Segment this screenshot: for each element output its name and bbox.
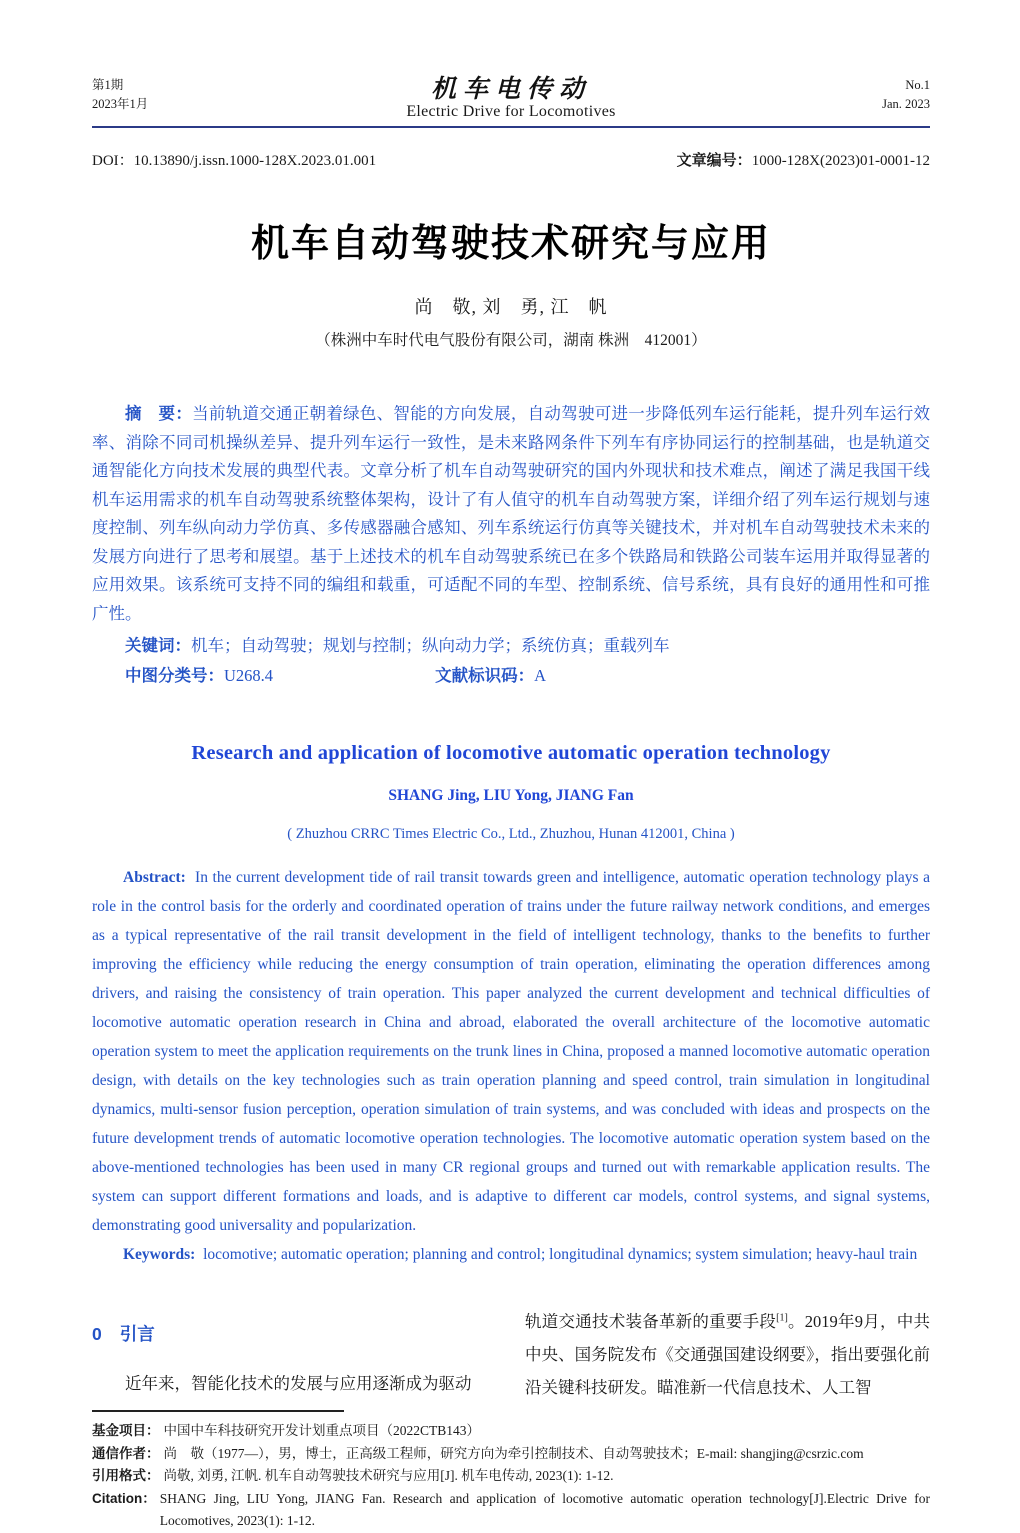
abstract-label-cn: 摘 要：	[125, 405, 193, 423]
footnote-citation-en-text: SHANG Jing, LIU Yong, JIANG Fan. Research and application of locomotive automatic operation technology[J].Electric Drive for Locomotives, 2023(1): 1-12.	[159, 1490, 930, 1528]
clc-label: 中图分类号：	[125, 666, 224, 685]
keywords-text-cn: 机车；自动驾驶；规划与控制；纵向动力学；系统仿真；重载列车	[191, 636, 670, 655]
intro-paragraph-right	[525, 1305, 930, 1404]
keywords-cn	[92, 632, 930, 661]
abstract-text-en: In the current development tide of rail transit towards green and intelligence, automatic operation technology plays a role in the control basis for the orderly and coordinated operation of trains under the future railway network conditions, and emerges as a typical representative of the rail transit development in the field of intelligent technology, thanks to the benefits to further improving the efficiency while reducing the energy consumption of train operation, eliminating the operation differences among drivers, and raising the consistency of train operation. This paper analyzed the current development and technical difficulties of locomotive automatic operation research in China and abroad, elaborated the overall architecture of the locomotive automatic operation system to meet the application requirements on the trunk lines in China, proposed a manned locomotive automatic operation design, with details on the key technologies such as train operation planning and speed control, train simulation in longitudinal dynamics, multi-sensor fusion perception, operation simulation of train systems, and was concluded with ideas and prospects on the future development trends of automatic locomotive operation technologies. The locomotive automatic operation system based on the above-mentioned technologies has been used in many CR regional groups and turned out with remarkable application results. The system can support different formations and loads, and is adaptive to different car models, control systems, and signal systems, demonstrating good universality and popularization.	[92, 869, 931, 1234]
doi-value: 10.13890/j.issn.1000-128X.2023.01.001	[133, 153, 377, 169]
keywords-text-en: locomotive; automatic operation; planning and control; longitudinal dynamics; system simulation; heavy-haul train	[203, 1246, 918, 1263]
issue-date-en: Jan. 2023	[882, 97, 930, 112]
abstract-cn	[92, 400, 930, 628]
header-center	[222, 76, 800, 121]
journal-logo: 机车电传动	[430, 74, 591, 103]
footnote-citation-en	[92, 1488, 930, 1533]
meta-row	[92, 149, 930, 170]
abstract-text-cn: 当前轨道交通正朝着绿色、智能的方向发展，自动驾驶可进一步降低列车运行能耗，提升列车运行效率、消除不同司机操纵差异、提升列车运行一致性，是未来路网条件下列车有序协同运行的控制基础，也是轨道交通智能化方向技术发展的典型代表。文章分析了机车自动驾驶研究的国内外现状和技术难点，阐述了满足我国干线机车运用需求的机车自动驾驶系统整体架构，设计了有人值守的机车自动驾驶方案，详细介绍了列车运行规划与速度控制、列车纵向动力学仿真、多传感器融合感知、列车系统运行仿真等关键技术，并对机车自动驾驶技术未来的发展方向进行了思考和展望。基于上述技术的机车自动驾驶系统已在多个铁路局和铁路公司装车运用并取得显著的应用效果。该系统可支持不同的编组和载重，可适配不同的车型、控制系统、信号系统，具有良好的通用性和可推广性。	[92, 404, 931, 623]
doc-code-value: A	[534, 665, 547, 685]
footnote-citation-cn-label: 引用格式：	[92, 1468, 160, 1483]
footnote-author-text: 尚 敬（1977—），男，博士，正高级工程师，研究方向为牵引控制技术、自动驾驶技术；E-mail: shangjing@csrzic.com	[163, 1445, 864, 1461]
article-no-value: 1000-128X(2023)01-0001-12	[751, 153, 930, 169]
authors-cn: 尚 敬, 刘 勇, 江 帆	[414, 297, 608, 317]
footnote-citation-en-label: Citation：	[92, 1490, 156, 1506]
footnote-citation-cn	[92, 1465, 930, 1488]
affiliation-en: ( Zhuzhou CRRC Times Electric Co., Ltd., Zhuzhou, Hunan 412001, China )	[287, 826, 735, 842]
footnote-funding-label: 基金项目：	[92, 1423, 160, 1438]
journal-header	[92, 76, 930, 128]
journal-name-en: Electric Drive for Locomotives	[406, 103, 616, 120]
right-column	[525, 1305, 930, 1404]
article-no-line	[677, 149, 930, 170]
abstract-en	[92, 863, 930, 1240]
footnote-corresponding-author	[92, 1443, 930, 1466]
keywords-label-en: Keywords:	[123, 1246, 196, 1263]
doi-label: DOI：	[92, 153, 134, 169]
body-columns	[92, 1305, 930, 1404]
header-right	[800, 76, 930, 121]
keywords-label-cn: 关键词：	[125, 637, 191, 655]
affiliation-cn: （株洲中车时代电气股份有限公司，湖南 株洲 412001）	[315, 332, 707, 349]
intro-right-part1: 轨道交通技术装备革新的重要手段	[525, 1312, 777, 1331]
article-no-label: 文章编号：	[676, 153, 752, 169]
paper-title-cn: 机车自动驾驶技术研究与应用	[250, 223, 771, 265]
footnote-divider	[92, 1410, 344, 1412]
left-column	[92, 1305, 497, 1404]
abstract-label-en: Abstract:	[123, 869, 186, 886]
footnote-funding	[92, 1420, 930, 1443]
issue-date-cn: 2023年1月	[92, 97, 149, 112]
issue-number-en: No.1	[905, 78, 930, 92]
issue-number-cn: 第1期	[92, 78, 124, 92]
doc-code-label: 文献标识码：	[435, 666, 535, 685]
footnote-funding-text: 中国中车科技研究开发计划重点项目（2022CTB143）	[163, 1423, 481, 1438]
footnote-author-label: 通信作者：	[92, 1445, 160, 1461]
intro-right-part2: 。2019年9月，中共中央、国务院发布《交通强国建设纲要》，指出要强化前沿关键科技研发。瞄准新一代信息技术、人工智	[525, 1312, 931, 1397]
paper-title-en: Research and application of locomotive automatic operation technology	[191, 742, 831, 764]
header-left	[92, 76, 222, 121]
footnote-citation-cn-text: 尚敬, 刘勇, 江帆. 机车自动驾驶技术研究与应用[J]. 机车电传动, 2023(1): 1-12.	[163, 1468, 614, 1483]
section-title: 引言	[119, 1324, 155, 1344]
authors-en: SHANG Jing, LIU Yong, JIANG Fan	[388, 787, 634, 804]
reference-marker: [1]	[776, 1312, 788, 1324]
doi-line	[92, 149, 376, 170]
keywords-en	[92, 1240, 930, 1269]
section-heading	[92, 1321, 497, 1346]
clc-value: U268.4	[224, 665, 274, 685]
intro-paragraph-left: 近年来，智能化技术的发展与应用逐渐成为驱动	[125, 1374, 472, 1393]
section-number: 0	[92, 1324, 102, 1344]
footnote-block	[92, 1410, 930, 1533]
classification-line	[92, 662, 930, 691]
